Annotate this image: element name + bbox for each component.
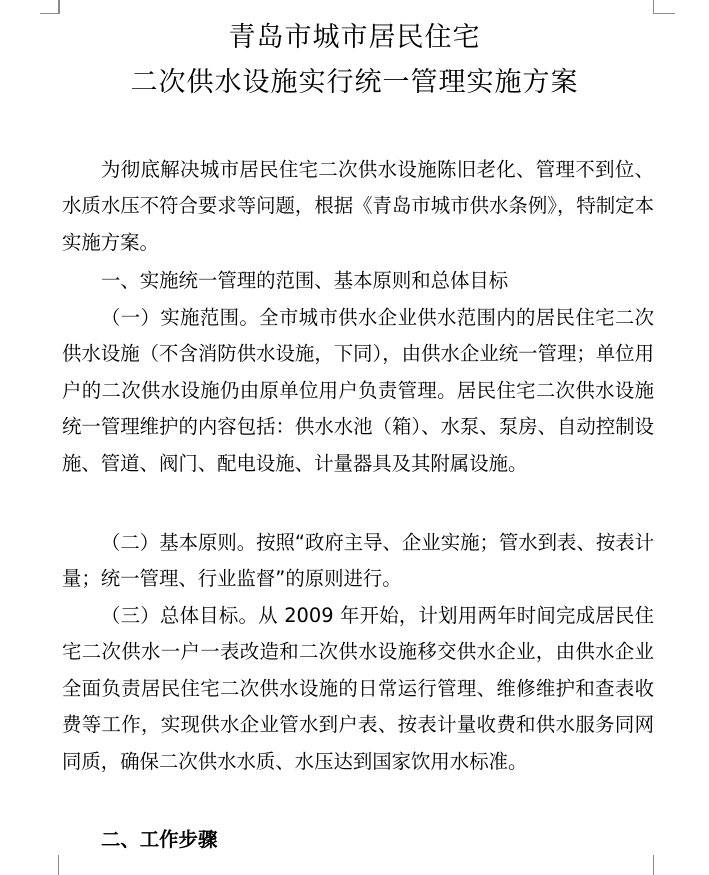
document-title-line-2: 二次供水设施实行统一管理实施方案 — [130, 67, 579, 98]
page-corner-mark-bottom-right — [653, 855, 654, 875]
page-corner-mark-top-left — [58, 0, 60, 14]
principle-paragraph: （二）基本原则。按照“政府主导、企业实施；管水到表、按表计量；统一管理、行业监督”的原则进行。 — [62, 531, 654, 591]
page-corner-mark-bottom-left — [58, 855, 59, 875]
page-corner-mark-top-right — [653, 0, 654, 14]
section-2-heading: 二、工作步骤 — [101, 828, 218, 851]
section-1-heading: 一、实施统一管理的范围、基本原则和总体目标 — [101, 269, 509, 292]
goal-paragraph: （三）总体目标。从 2009 年开始，计划用两年时间完成居民住宅二次供水一户一表改造和二次供水设施移交供水企业，由供水企业全面负责居民住宅二次供水设施的日常运行管理、维修维护和查表收费等工作，实现供水企业管水到户表、按表计量收费和供水服务同网同质，确保二次供水水质、水压达到国家饮用水标准。 — [62, 604, 654, 773]
intro-paragraph: 为彻底解决城市居民住宅二次供水设施陈旧老化、管理不到位、水质水压不符合要求等问题，根据《青岛市城市供水条例》，特制定本实施方案。 — [62, 158, 654, 254]
document-title-line-1: 青岛市城市居民住宅 — [228, 22, 481, 53]
scope-paragraph: （一）实施范围。全市城市供水企业供水范围内的居民住宅二次供水设施（不含消防供水设施，下同），由供水企业统一管理；单位用户的二次供水设施仍由原单位用户负责管理。居民住宅二次供水设施统一管理维护的内容包括：供水水池（箱）、水泵、泵房、自动控制设施、管道、阀门、配电设施、计量器具及其附属设施。 — [62, 306, 654, 475]
